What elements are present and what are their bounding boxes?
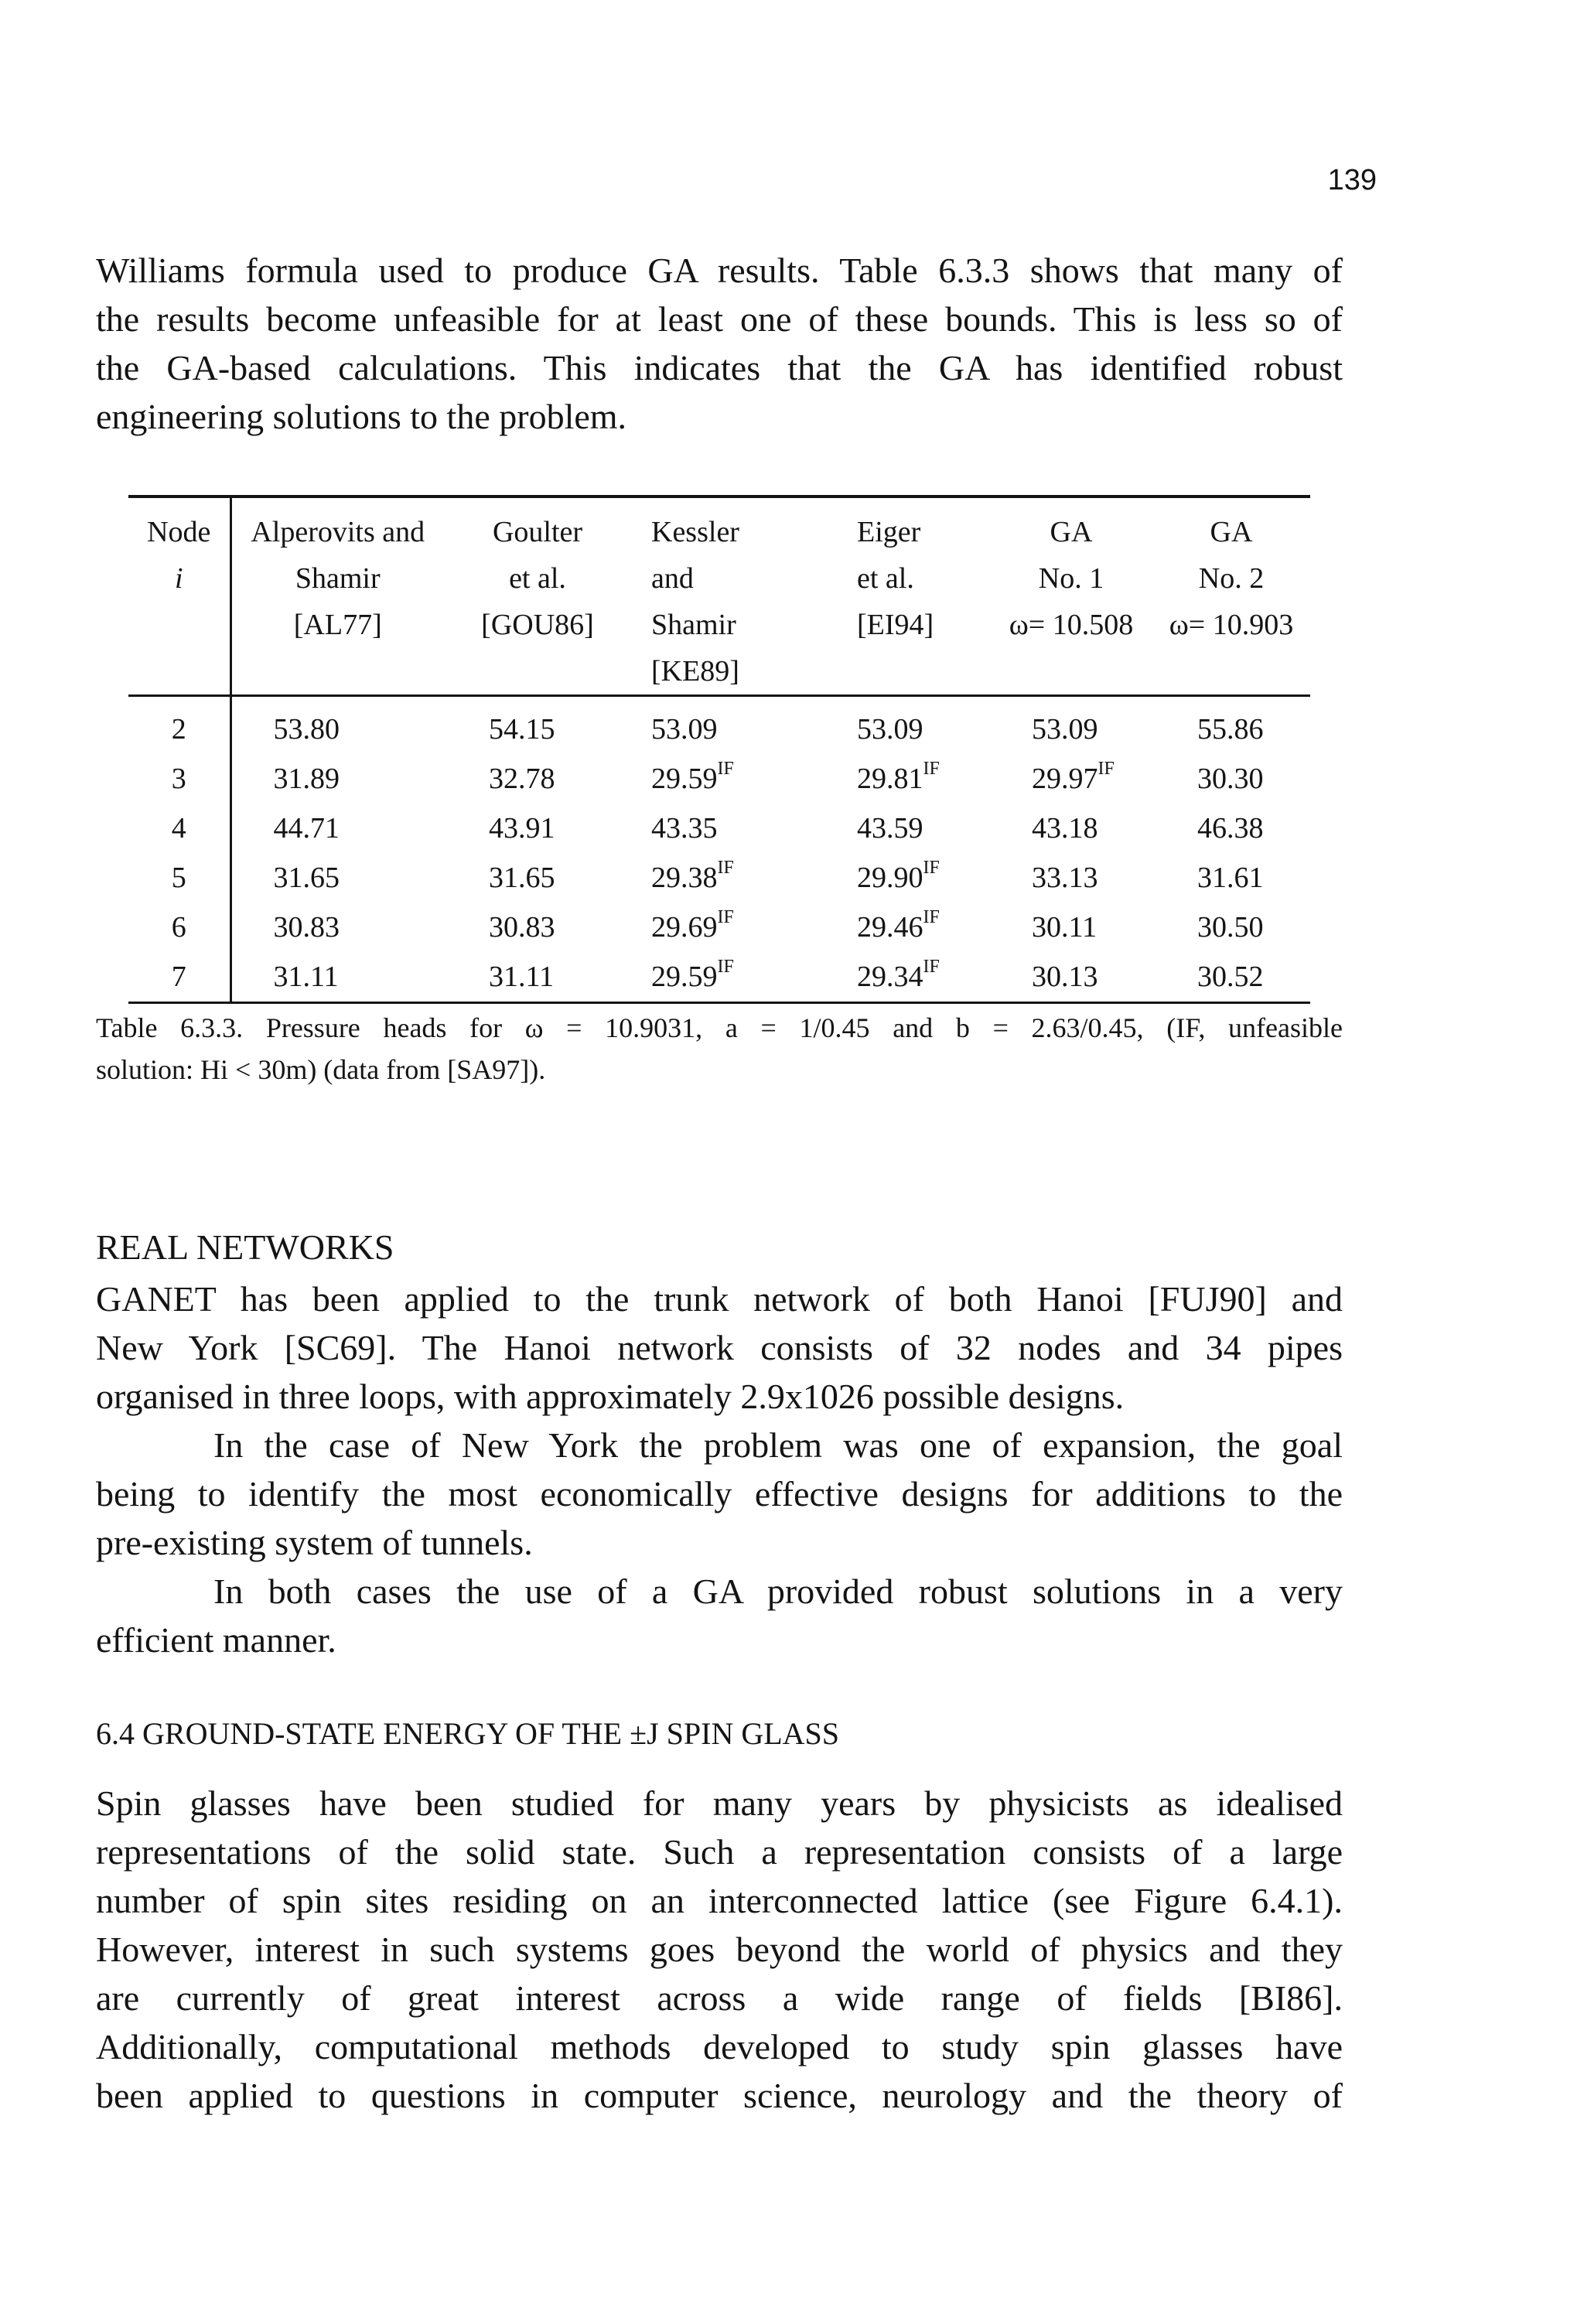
table-caption bbox=[96, 1007, 1343, 1090]
text-line: being to identify the most economically effective designs for additions to the bbox=[96, 1474, 1343, 1514]
table-row bbox=[128, 903, 1310, 952]
cell-value: 30.11 bbox=[1032, 911, 1098, 944]
text-line: Williams formula used to produce GA results. Table 6.3.3 shows that many of bbox=[96, 251, 1343, 290]
table-row bbox=[128, 754, 1310, 804]
infeasible-marker: IF bbox=[1098, 759, 1115, 780]
real-networks-paragraph-2 bbox=[96, 1421, 1343, 1567]
value-cell bbox=[990, 952, 1152, 1003]
header-line: [EI94] bbox=[857, 609, 934, 641]
cell-value: 30.52 bbox=[1197, 961, 1264, 993]
value-cell bbox=[990, 804, 1152, 853]
value-cell bbox=[631, 903, 824, 952]
header-line: Alperovits and bbox=[251, 516, 425, 548]
cell-value: 29.38 bbox=[651, 862, 718, 894]
table-row bbox=[128, 804, 1310, 853]
header-line: Eiger bbox=[857, 516, 921, 548]
cell-value: 31.61 bbox=[1197, 862, 1264, 894]
spin-glass-paragraph bbox=[96, 1779, 1343, 2120]
real-networks-paragraph-1 bbox=[96, 1275, 1343, 1421]
infeasible-marker: IF bbox=[717, 957, 734, 978]
table-body bbox=[128, 696, 1310, 1003]
header-line bbox=[1152, 648, 1310, 694]
value-cell bbox=[824, 696, 990, 755]
header-line: and bbox=[651, 562, 694, 595]
cell-value: 54.15 bbox=[489, 713, 555, 746]
table-header-row bbox=[128, 497, 1310, 696]
cell-value: 53.09 bbox=[651, 713, 718, 746]
cell-value: 31.89 bbox=[273, 763, 340, 795]
cell-value: 31.65 bbox=[489, 862, 555, 894]
text-line: the results become unfeasible for at least one of these bounds. This is less so of bbox=[96, 299, 1343, 339]
header-line: [KE89] bbox=[651, 655, 739, 688]
node-cell: 2 bbox=[128, 696, 230, 755]
node-cell: 3 bbox=[128, 754, 230, 804]
text-line: However, interest in such systems goes beyond the world of physics and they bbox=[96, 1930, 1343, 1969]
header-line bbox=[232, 648, 445, 694]
value-cell bbox=[1152, 754, 1310, 804]
value-cell bbox=[444, 804, 631, 853]
infeasible-marker: IF bbox=[923, 957, 940, 978]
cell-value: 29.69 bbox=[651, 911, 718, 944]
node-cell: 7 bbox=[128, 952, 230, 1003]
table-row bbox=[128, 853, 1310, 903]
header-kessler bbox=[631, 497, 824, 696]
value-cell bbox=[444, 952, 631, 1003]
header-line: GA bbox=[1050, 516, 1093, 548]
node-cell: 4 bbox=[128, 804, 230, 853]
value-cell bbox=[1152, 952, 1310, 1003]
text-line: the GA-based calculations. This indicates that the GA has identified robust bbox=[96, 348, 1343, 387]
text-line: are currently of great interest across a wide range of fields [BI86]. bbox=[96, 1978, 1343, 2018]
value-cell bbox=[990, 903, 1152, 952]
value-cell bbox=[444, 696, 631, 755]
text-line: pre-existing system of tunnels. bbox=[96, 1523, 533, 1562]
cell-value: 30.83 bbox=[273, 911, 340, 944]
header-alperovits bbox=[230, 497, 444, 696]
node-cell: 6 bbox=[128, 903, 230, 952]
cell-value: 33.13 bbox=[1032, 862, 1098, 894]
value-cell bbox=[631, 696, 824, 755]
header-ga-2 bbox=[1152, 497, 1310, 696]
text-line: New York [SC69]. The Hanoi network consists of 32 nodes and 34 pipes bbox=[96, 1328, 1343, 1367]
text-line: Additionally, computational methods developed to study spin glasses have bbox=[96, 2027, 1343, 2066]
text-line: efficient manner. bbox=[96, 1620, 336, 1660]
section-6-4-heading: 6.4 GROUND-STATE ENERGY OF THE ±J SPIN GLASS bbox=[96, 1716, 840, 1751]
header-line: [AL77] bbox=[293, 609, 382, 641]
cell-value: 53.80 bbox=[273, 713, 340, 746]
header-line: GA bbox=[1210, 516, 1253, 548]
value-cell bbox=[230, 696, 444, 755]
text-line: In the case of New York the problem was one of expansion, the goal bbox=[213, 1425, 1343, 1465]
infeasible-marker: IF bbox=[717, 858, 734, 879]
value-cell bbox=[990, 754, 1152, 804]
value-cell bbox=[444, 754, 631, 804]
value-cell bbox=[444, 903, 631, 952]
value-cell bbox=[631, 853, 824, 903]
header-goulter bbox=[444, 497, 631, 696]
text-line: been applied to questions in computer science, neurology and the theory of bbox=[96, 2076, 1343, 2115]
header-line: Shamir bbox=[651, 609, 736, 641]
value-cell bbox=[1152, 853, 1310, 903]
header-line: Goulter bbox=[492, 516, 583, 548]
header-line: No. 1 bbox=[1038, 562, 1104, 595]
value-cell bbox=[990, 696, 1152, 755]
infeasible-marker: IF bbox=[923, 759, 940, 780]
header-line: No. 2 bbox=[1198, 562, 1265, 595]
header-line: ω= 10.903 bbox=[1169, 609, 1294, 641]
header-line: et al. bbox=[857, 562, 914, 595]
text-line: GANET has been applied to the trunk network of both Hanoi [FUJ90] and bbox=[96, 1279, 1343, 1319]
header-line bbox=[128, 648, 230, 694]
value-cell bbox=[631, 754, 824, 804]
cell-value: 53.09 bbox=[1032, 713, 1098, 746]
header-line: Kessler bbox=[651, 516, 739, 548]
cell-value: 29.90 bbox=[857, 862, 923, 894]
header-eiger bbox=[824, 497, 990, 696]
cell-value: 44.71 bbox=[273, 812, 340, 845]
value-cell bbox=[1152, 696, 1310, 755]
cell-value: 29.97 bbox=[1032, 763, 1098, 795]
header-line: Node bbox=[147, 516, 211, 548]
cell-value: 30.13 bbox=[1032, 961, 1098, 993]
header-node bbox=[128, 497, 230, 696]
value-cell bbox=[631, 804, 824, 853]
header-line: et al. bbox=[509, 562, 566, 595]
value-cell bbox=[824, 804, 990, 853]
text-line: representations of the solid state. Such a representation consists of a large bbox=[96, 1832, 1343, 1872]
value-cell bbox=[444, 853, 631, 903]
cell-value: 46.38 bbox=[1197, 812, 1264, 845]
header-line bbox=[857, 648, 990, 694]
cell-value: 30.30 bbox=[1197, 763, 1264, 795]
text-line: organised in three loops, with approximately 2.9x1026 possible designs. bbox=[96, 1377, 1125, 1416]
page-number: 139 bbox=[1327, 164, 1377, 196]
pressure-heads-table bbox=[128, 495, 1310, 1004]
cell-value: 31.65 bbox=[273, 862, 340, 894]
value-cell bbox=[1152, 903, 1310, 952]
text-line: engineering solutions to the problem. bbox=[96, 397, 627, 436]
value-cell bbox=[631, 952, 824, 1003]
value-cell bbox=[1152, 804, 1310, 853]
value-cell bbox=[990, 853, 1152, 903]
header-ga-1 bbox=[990, 497, 1152, 696]
text-line: In both cases the use of a GA provided robust solutions in a very bbox=[213, 1572, 1343, 1611]
header-line: [GOU86] bbox=[481, 609, 594, 641]
header-line bbox=[128, 602, 230, 648]
caption-line: Table 6.3.3. Pressure heads for ω = 10.9031, a = 1/0.45 and b = 2.63/0.45, (IF, unfeasible bbox=[96, 1012, 1343, 1043]
cell-value: 29.46 bbox=[857, 911, 923, 944]
cell-value: 43.35 bbox=[651, 812, 718, 845]
value-cell bbox=[230, 804, 444, 853]
header-line: i bbox=[174, 562, 183, 595]
header-line bbox=[990, 648, 1152, 694]
header-line bbox=[444, 648, 631, 694]
value-cell bbox=[824, 754, 990, 804]
cell-value: 43.59 bbox=[857, 812, 923, 845]
value-cell bbox=[230, 853, 444, 903]
value-cell bbox=[824, 853, 990, 903]
infeasible-marker: IF bbox=[923, 907, 940, 928]
cell-value: 43.91 bbox=[489, 812, 555, 845]
cell-value: 29.81 bbox=[857, 763, 923, 795]
header-line: Shamir bbox=[295, 562, 381, 595]
node-cell: 5 bbox=[128, 853, 230, 903]
cell-value: 29.59 bbox=[651, 763, 718, 795]
value-cell bbox=[824, 952, 990, 1003]
value-cell bbox=[230, 754, 444, 804]
cell-value: 29.34 bbox=[857, 961, 923, 993]
real-networks-paragraph-3 bbox=[96, 1567, 1343, 1664]
cell-value: 31.11 bbox=[489, 961, 555, 993]
value-cell bbox=[824, 903, 990, 952]
cell-value: 32.78 bbox=[489, 763, 555, 795]
table-row bbox=[128, 952, 1310, 1003]
cell-value: 30.50 bbox=[1197, 911, 1264, 944]
value-cell bbox=[230, 952, 444, 1003]
table-row bbox=[128, 696, 1310, 755]
cell-value: 29.59 bbox=[651, 961, 718, 993]
value-cell bbox=[230, 903, 444, 952]
cell-value: 43.18 bbox=[1032, 812, 1098, 845]
cell-value: 30.83 bbox=[489, 911, 555, 944]
real-networks-heading: REAL NETWORKS bbox=[96, 1227, 394, 1267]
infeasible-marker: IF bbox=[717, 759, 734, 780]
infeasible-marker: IF bbox=[717, 907, 734, 928]
cell-value: 53.09 bbox=[857, 713, 923, 746]
cell-value: 31.11 bbox=[273, 961, 339, 993]
infeasible-marker: IF bbox=[923, 858, 940, 879]
header-line: ω= 10.508 bbox=[1009, 609, 1134, 641]
intro-paragraph bbox=[96, 246, 1343, 441]
cell-value: 55.86 bbox=[1197, 713, 1264, 746]
text-line: number of spin sites residing on an interconnected lattice (see Figure 6.4.1). bbox=[96, 1881, 1343, 1920]
caption-line: solution: Hi < 30m) (data from [SA97]). bbox=[96, 1054, 546, 1085]
text-line: Spin glasses have been studied for many years by physicists as idealised bbox=[96, 1783, 1343, 1823]
